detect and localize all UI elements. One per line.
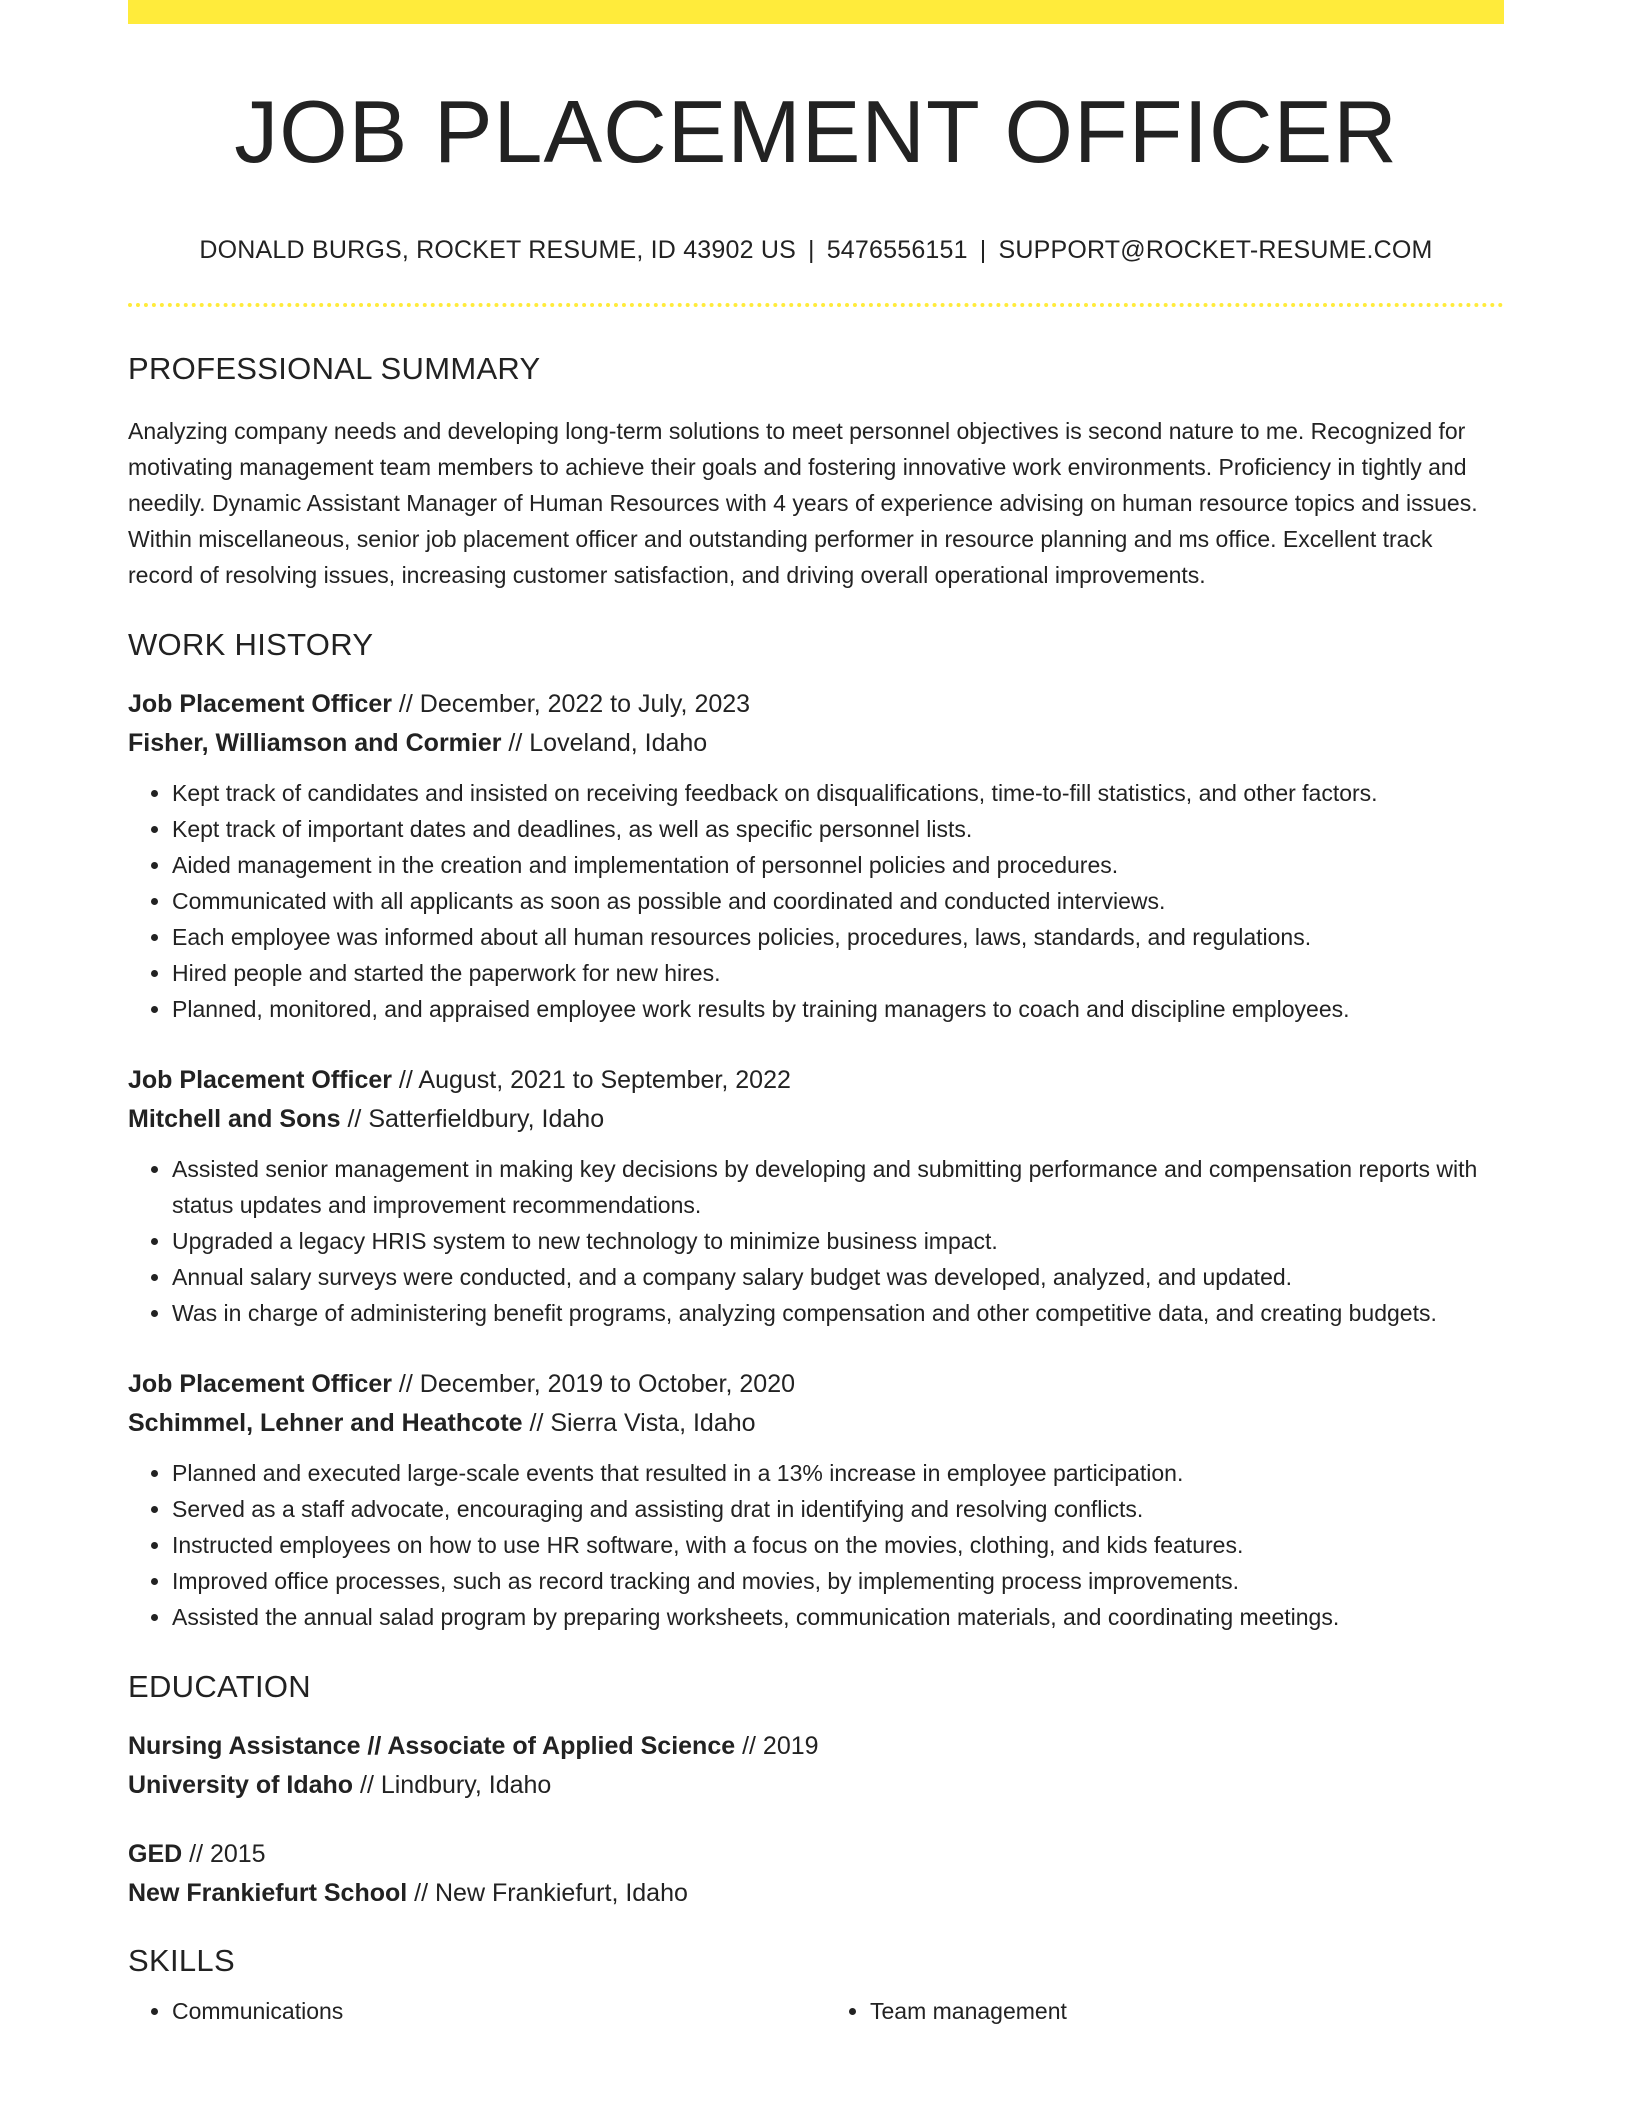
- job-entry: [128, 1061, 1504, 1331]
- job-dates: // August, 2021 to September, 2022: [391, 1065, 791, 1094]
- list-item: • Instructed employees on how to use HR software, with a focus on the movies, clothing, and kids features.: [172, 1527, 1504, 1563]
- list-item: • Each employee was informed about all human resources policies, procedures, laws, standards, and regulations.: [172, 919, 1504, 955]
- job-title-line: [128, 1365, 1504, 1404]
- education-school-line: [128, 1874, 1504, 1913]
- job-location: // Satterfieldbury, Idaho: [340, 1104, 605, 1133]
- list-item: • Assisted the annual salad program by preparing worksheets, communication materials, and coordinating meetings.: [172, 1599, 1504, 1635]
- job-company-line: [128, 724, 1504, 763]
- skill-item: • Team management: [870, 1993, 1504, 2029]
- section-title-work-history: WORK HISTORY: [128, 626, 374, 662]
- job-bullets: [128, 1455, 1504, 1635]
- education-year: // 2015: [182, 1839, 266, 1868]
- list-item: • Planned, monitored, and appraised employee work results by training managers to coach and discipline employees.: [172, 991, 1504, 1027]
- job-company: Mitchell and Sons: [128, 1104, 341, 1133]
- list-item: • Kept track of important dates and deadlines, as well as specific personnel lists.: [172, 811, 1504, 847]
- list-item: • Served as a staff advocate, encouraging and assisting drat in identifying and resolving conflicts.: [172, 1491, 1504, 1527]
- education-entry: [128, 1727, 1504, 1805]
- job-dates: // December, 2022 to July, 2023: [391, 689, 751, 718]
- job-entry: [128, 685, 1504, 1027]
- job-title: Job Placement Officer: [128, 1369, 392, 1398]
- job-company: Schimmel, Lehner and Heathcote: [128, 1408, 523, 1437]
- job-title: Job Placement Officer: [128, 689, 392, 718]
- section-title-summary: PROFESSIONAL SUMMARY: [128, 350, 541, 386]
- job-entry: [128, 1365, 1504, 1635]
- skills-column-right: [826, 1993, 1504, 2029]
- skills-column-left: [128, 1993, 806, 2029]
- education-degree: Nursing Assistance // Associate of Applied Science: [128, 1731, 736, 1760]
- list-item: • Annual salary surveys were conducted, and a company salary budget was developed, analyzed, and updated.: [172, 1259, 1504, 1295]
- job-title-line: [128, 1061, 1504, 1100]
- skills-list: [128, 1993, 1504, 2029]
- section-title-skills: SKILLS: [128, 1942, 235, 1978]
- page-title: JOB PLACEMENT OFFICER: [234, 82, 1398, 181]
- resume-page: [128, 0, 1504, 2029]
- contact-separator: |: [808, 235, 815, 264]
- list-item: • Communicated with all applicants as soon as possible and coordinated and conducted interviews.: [172, 883, 1504, 919]
- job-company-line: [128, 1100, 1504, 1139]
- education-school: New Frankiefurt School: [128, 1878, 408, 1907]
- skill-item: • Communications: [172, 1993, 806, 2029]
- job-title: Job Placement Officer: [128, 1065, 392, 1094]
- job-company: Fisher, Williamson and Cormier: [128, 728, 502, 757]
- contact-phone: 5476556151: [826, 235, 968, 264]
- job-bullets: [128, 1151, 1504, 1331]
- dotted-divider: [128, 303, 1504, 307]
- list-item: • Was in charge of administering benefit programs, analyzing compensation and other competitive data, and creating budgets.: [172, 1295, 1504, 1331]
- summary-text: Analyzing company needs and developing long-term solutions to meet personnel objectives is second nature to me. Recognized for motivating management team members to achieve their goals and fostering innovative work environments. Proficiency in tightly and needily. Dynamic Assistant Manager of Human Resources with 4 years of experience advising on human resource topics and issues. Within miscellaneous, senior job placement officer and outstanding performer in resource planning and ms office. Excellent track record of resolving issues, increasing customer satisfaction, and driving overall operational improvements.: [128, 417, 1478, 588]
- job-location: // Sierra Vista, Idaho: [522, 1408, 756, 1437]
- education-school-line: [128, 1766, 1504, 1805]
- list-item: • Kept track of candidates and insisted on receiving feedback on disqualifications, time-to-fill statistics, and other factors.: [172, 775, 1504, 811]
- job-title-line: [128, 685, 1504, 724]
- contact-separator: |: [979, 235, 987, 264]
- accent-bar: [128, 0, 1504, 24]
- education-degree-line: [128, 1727, 1504, 1766]
- list-item: • Assisted senior management in making key decisions by developing and submitting performance and compensation reports with status updates and improvement recommendations.: [172, 1151, 1504, 1223]
- job-bullets: [128, 775, 1504, 1027]
- list-item: • Improved office processes, such as record tracking and movies, by implementing process improvements.: [172, 1563, 1504, 1599]
- contact-address: DONALD BURGS, ROCKET RESUME, ID 43902 US: [199, 235, 796, 264]
- list-item: • Planned and executed large-scale events that resulted in a 13% increase in employee participation.: [172, 1455, 1504, 1491]
- job-location: // Loveland, Idaho: [501, 728, 708, 757]
- education-entry: [128, 1835, 1504, 1913]
- list-item: • Upgraded a legacy HRIS system to new technology to minimize business impact.: [172, 1223, 1504, 1259]
- job-company-line: [128, 1404, 1504, 1443]
- section-title-education: EDUCATION: [128, 1668, 311, 1704]
- education-degree: GED: [128, 1839, 183, 1868]
- job-dates: // December, 2019 to October, 2020: [391, 1369, 796, 1398]
- list-item: • Aided management in the creation and implementation of personnel policies and procedures.: [172, 847, 1504, 883]
- list-item: • Hired people and started the paperwork for new hires.: [172, 955, 1504, 991]
- education-year: // 2019: [735, 1731, 819, 1760]
- education-school: University of Idaho: [128, 1770, 354, 1799]
- education-location: // New Frankiefurt, Idaho: [407, 1878, 688, 1907]
- contact-email: SUPPORT@ROCKET-RESUME.COM: [998, 235, 1433, 264]
- education-location: // Lindbury, Idaho: [353, 1770, 552, 1799]
- contact-line: [128, 236, 1504, 265]
- education-degree-line: [128, 1835, 1504, 1874]
